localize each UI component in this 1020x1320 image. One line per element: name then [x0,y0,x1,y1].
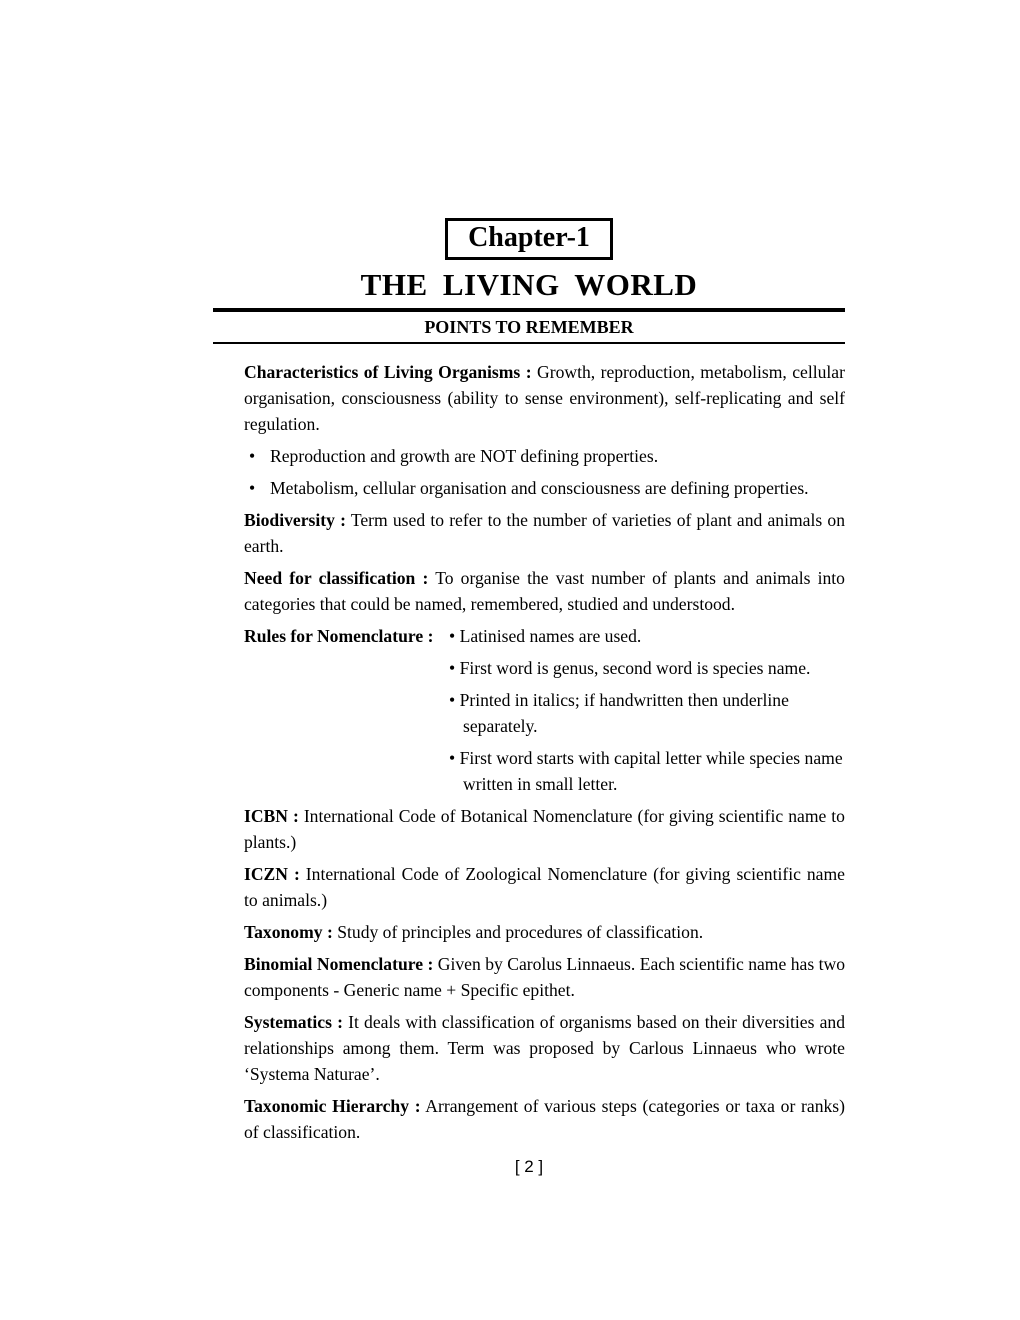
rules-list [449,623,845,797]
text-binomial-nomenclature: Given by Carolus Linnaeus. Each scientific name has two components - Generic name + Specific epithet. [244,954,846,1000]
text-taxonomy: Study of principles and procedures of classification. [337,922,704,942]
bullet-marker: • [449,690,456,710]
document-content-area [213,218,845,1177]
page-title: THE LIVING WORLD [360,267,698,302]
paragraph-taxonomic-hierarchy [244,1093,845,1145]
paragraph-systematics [244,1009,845,1087]
rules-item [449,687,845,739]
rules-item-text: First word is genus, second word is species name. [459,658,811,678]
body-text [213,359,845,1145]
rules-item [449,623,845,649]
text-systematics: It deals with classification of organisms based on their diversities and relationships among them. Term was proposed by Carlous Linnaeus who wrote ‘Systema Naturae’. [244,1012,845,1084]
section-divider [213,342,845,344]
term-biodiversity: Biodiversity : [244,510,346,530]
term-icbn: ICBN : [244,806,299,826]
chapter-label: Chapter-1 [468,222,590,253]
bullet-marker: • [249,478,256,498]
rules-item [449,655,845,681]
bullet-marker: • [449,748,456,768]
rules-item-text: Latinised names are used. [459,626,642,646]
bullet-marker: • [449,626,456,646]
paragraph-icbn [244,803,845,855]
term-rules-for-nomenclature: Rules for Nomenclature : [244,626,434,646]
text-taxonomic-hierarchy: Arrangement of various steps (categories or taxa or ranks) of classification. [244,1096,845,1142]
paragraph-biodiversity [244,507,845,559]
paragraph-taxonomy [244,919,845,945]
chapter-box [445,218,613,260]
text-icbn: International Code of Botanical Nomenclature (for giving scientific name to plants.) [244,806,845,852]
rules-item-text: Printed in italics; if handwritten then underline separately. [459,690,789,736]
paragraph-binomial-nomenclature [244,951,845,1003]
paragraph-characteristics [244,359,845,437]
term-iczn: ICZN : [244,864,300,884]
title-divider [213,308,845,312]
section-header: POINTS TO REMEMBER [424,317,634,337]
term-systematics: Systematics : [244,1012,343,1032]
bullet-text-reproduction: Reproduction and growth are NOT defining properties. [270,446,659,466]
term-taxonomic-hierarchy: Taxonomic Hierarchy : [244,1096,421,1116]
text-biodiversity: Term used to refer to the number of varieties of plant and animals on earth. [244,510,845,556]
bullet-item [244,475,845,501]
paragraph-iczn [244,861,845,913]
term-taxonomy: Taxonomy : [244,922,333,942]
term-characteristics: Characteristics of Living Organisms : [244,362,532,382]
page-number: [ 2 ] [514,1157,544,1176]
bullet-text-metabolism: Metabolism, cellular organisation and consciousness are defining properties. [270,478,809,498]
rules-item [449,745,845,797]
bullet-item [244,443,845,469]
text-characteristics: Growth, reproduction, metabolism, cellular organisation, consciousness (ability to sense environment), self-replicating and self regulation. [244,362,845,434]
paragraph-need-for-classification [244,565,845,617]
bullet-marker: • [249,446,256,466]
rules-item-text: First word starts with capital letter while species name written in small letter. [459,748,843,794]
term-binomial-nomenclature: Binomial Nomenclature : [244,954,434,974]
bullet-marker: • [449,658,456,678]
term-need-for-classification: Need for classification : [244,568,429,588]
paragraph-rules-for-nomenclature [244,623,845,797]
text-iczn: International Code of Zoological Nomenclature (for giving scientific name to animals.) [244,864,845,910]
text-need-for-classification: To organise the vast number of plants and animals into categories that could be named, remembered, studied and understood. [244,568,845,614]
